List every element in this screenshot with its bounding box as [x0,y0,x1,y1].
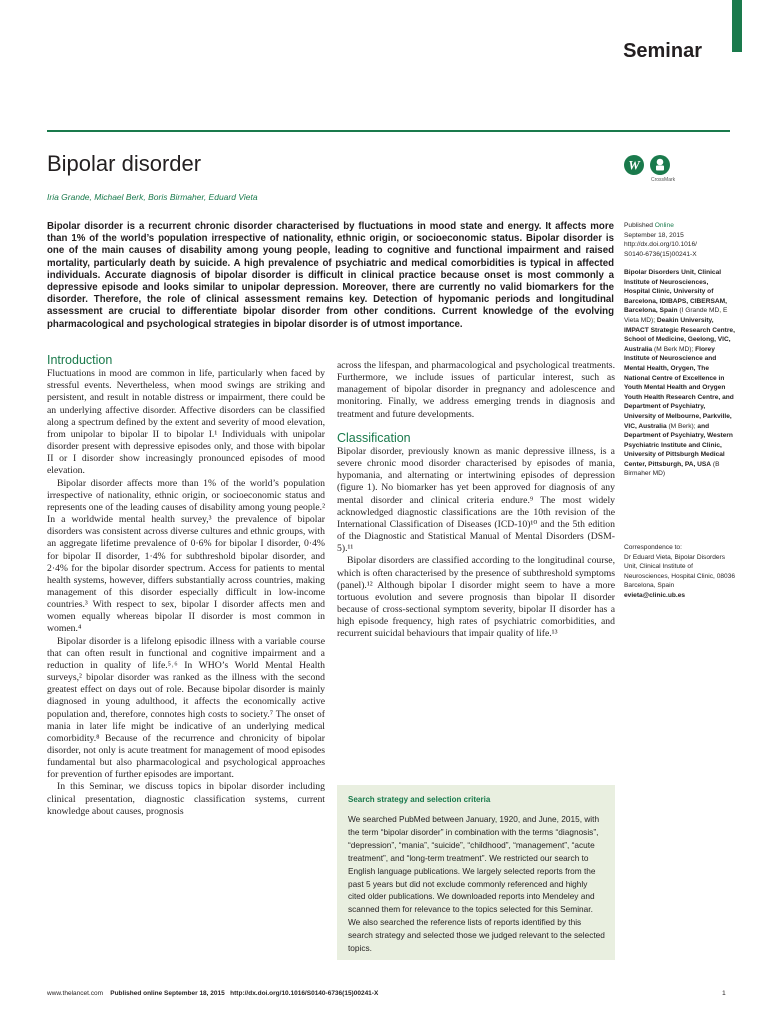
doi-link[interactable]: http://dx.doi.org/10.1016/ [624,241,697,249]
abstract: Bipolar disorder is a recurrent chronic disorder characterised by fluctuations in mood state and energy. It affects more than 1% of the world’s population irrespective of nationality, ethnic origin, or socioeconomic status. Bipolar disorder is one of the main causes of disability among young people, leading to cognitive and functional impairment and raised mortality, particularly death by suicide. A high prevalence of psychiatric and medical comorbidities is typical in affected individuals. Accurate diagnosis of bipolar disorder is difficult in clinical practice because onset is most commonly a depressive episode and looks similar to unipolar depression. Moreover, there are currently no valid biomarkers for the disorder. Therefore, the role of clinical assessment remains key. Detection of hypomanic periods and longitudinal assessment are crucial to differentiate bipolar disorder from other conditions. Current knowledge of the evolving pharmacological and psychological strategies in bipolar disorder is of utmost importance. [47,221,614,330]
introduction-heading: Introduction [47,353,113,367]
search-strategy-panel [337,785,615,960]
header-rule [47,130,730,132]
column-right [337,360,615,640]
published-online-link[interactable]: Online [654,222,674,229]
column-left [47,354,325,818]
intro-paragraph-1: Fluctuations in mood are common in life, particularly when faced by stressful events. Nevertheless, when mood swings are striking and persistent, and result in notable distress or impairment, there could be an underlying affective disorder. Affective disorders can be classified along a spectrum defined by the extent and severity of mood elevation, from unipolar to bipolar II to bipolar I.¹ Individuals with unipolar disorder present with depressive episodes only, and those with bipolar II or I disorder show increasingly pronounced episodes of mood elevation. [47,368,325,477]
affiliation-3: Florey Institute of Neuroscience and Mental Health, Orygen, The National Centre of Excellence in Youth Mental Health and Orygen Youth Health Research Centre, and Department of Psychiatry, University of Melbourne, Parkville, VIC, Australia [624,345,734,430]
publication-info [624,221,736,259]
footer [47,990,378,997]
classification-paragraph-2: Bipolar disorders are classified according to the longitudinal course, which is often characterised by the presence of subthreshold symptoms (panel).¹² Although bipolar I disorder might seem to have a more tortuous evolution and severe prognosis than bipolar II disorder because of cross-sectional symptom severity, bipolar II disorder has a high episode frequency, high rates of psychiatric comorbidities, and recurrent suicidal behaviours that impair quality of life.¹³ [337,555,615,640]
svg-text:W: W [628,157,640,173]
article-badges [623,154,683,186]
published-date: September 18, 2015 [624,231,684,239]
journal-color-bar [732,0,742,52]
affiliation-2: Deakin University, IMPACT Strategic Research Centre, School of Medicine, Geelong, VIC, Australia [624,316,735,353]
correspondence [624,543,736,601]
affiliation-1: Bipolar Disorders Unit, Clinical Institute of Neurosciences, Hospital Clinic, University of Barcelona, IDIBAPS, CIBERSAM, Barcelona, Spain [624,269,727,315]
classification-paragraph-1: Bipolar disorder, previously known as manic depressive illness, is a severe chronic mood disorder characterised by episodes of mania, hypomania, and alternating or intertwining episodes of depression (figure 1). No biomarker has yet been approved for diagnosis of any mental disorder and clinical criteria endure.⁹ The most widely acknowledged diagnostic classifications are the 10th revision of the International Classification of Diseases (ICD-10)¹⁰ and the 5th edition of the Diagnostic and Statistical Manual of Mental Disorders (DSM-5).¹¹ [337,445,615,555]
footer-published: Published online September 18, 2015 [110,990,225,997]
affiliations [624,268,736,479]
intro-paragraph-2: Bipolar disorder affects more than 1% of the world’s population irrespective of nationality, ethnic origin, or socioeconomic status and represents one of the leading causes of disability among young people.² In a worldwide mental health survey,³ the prevalence of bipolar disorders was consistent across diverse cultures and ethnic groups, with an aggregate lifetime prevalence of 0·6% for bipolar I disorder, 0·4% for bipolar II disorder, 1·4% for subthreshold bipolar disorder, and 2·4% for the bipolar disorder spectrum. Access for patients to mental health systems, however, differs substantially across countries, making management of this disorder especially difficult in low-income countries.³ With respect to sex, bipolar I disorder affects men and women equally whereas bipolar II disorder is most common in women.⁴ [47,477,325,635]
author-list: Iria Grande, Michael Berk, Boris Birmaher, Eduard Vieta [47,192,258,202]
doi-id: S0140-6736(15)00241-X [624,250,697,258]
page-number: 1 [722,990,726,997]
article-title: Bipolar disorder [47,151,202,176]
correspondence-body: Dr Eduard Vieta, Bipolar Disorders Unit, Clinical Institute of Neurosciences, Hospital Clinic, 08036 Barcelona, Spain [624,553,736,590]
panel-title: Search strategy and selection criteria [348,795,491,804]
section-label: Seminar [623,40,702,62]
correspondence-email[interactable]: evieta@clinic.ub.es [624,591,686,599]
classification-heading: Classification [337,430,411,445]
affiliation-4: and Department of Psychiatry, Western Psychiatric Institute and Clinic, University of Pittsburgh Medical Center, Pittsburgh, PA, USA [624,422,733,468]
footer-site[interactable]: www.thelancet.com [47,990,103,997]
affiliation-1-authors: (I Grande MD, E Vieta MD); [624,307,728,324]
footer-doi[interactable]: http://dx.doi.org/10.1016/S0140-6736(15)00241-X [230,990,379,997]
affiliation-4-authors: (B Birmaher MD) [624,460,720,478]
affiliation-3-authors: (M Berk); [666,422,698,430]
intro-paragraph-4: In this Seminar, we discuss topics in bipolar disorder including clinical presentation, diagnostic classification systems, current knowledge about causes, prognosis [47,781,325,817]
crossmark-label: CrossMark [651,177,676,183]
affiliation-2-authors: (M Berk MD); [652,345,696,353]
panel-body: We searched PubMed between January, 1920, and June, 2015, with the term “bipolar disorder” in combination with the terms “diagnosis”, “depression”, “mania”, “suicide”, “childhood”, “management”, “acute treatment”, and “long-term treatment”. We restricted our search to English language publications. We largely selected reports from the past 5 years but did not exclude commonly referenced and highly cited older publications. We downloaded reports into Mendeley and scanned them for relevance to the topics selected for this Seminar. We also searched the reference lists of reports identified by this search strategy and selected those we judged relevant to the selected topics. [348,814,605,954]
correspondence-label: Correspondence to: [624,544,682,551]
intro-continued-paragraph: across the lifespan, and pharmacological and psychological treatments. Furthermore, we include issues of particular interest, such as management of bipolar disorder in pregnancy and adolescence and monitoring. Finally, we address emerging trends in diagnosis and treatment and future developments. [337,360,615,420]
published-prefix: Published [624,222,655,229]
intro-paragraph-3: Bipolar disorder is a lifelong episodic illness with a variable course that can often result in functional and cognitive impairment and a reduction in quality of life.⁵˒⁶ In WHO’s World Mental Health surveys,² bipolar disorder was ranked as the illness with the second greatest effect on days out of role. Because bipolar disorder is mainly diagnosed in young adulthood, it affects the economically active population and, therefore, connotes high costs to society.⁷ The onset of mania in later life might be indicative of an underlying medical comorbidity.⁸ Because of the recurrence and chronicity of bipolar disorder, not only is acute treatment for management of mood episodes fundamental but also pharmacological and psychological approaches for prevention of further episodes are important. [47,635,325,781]
